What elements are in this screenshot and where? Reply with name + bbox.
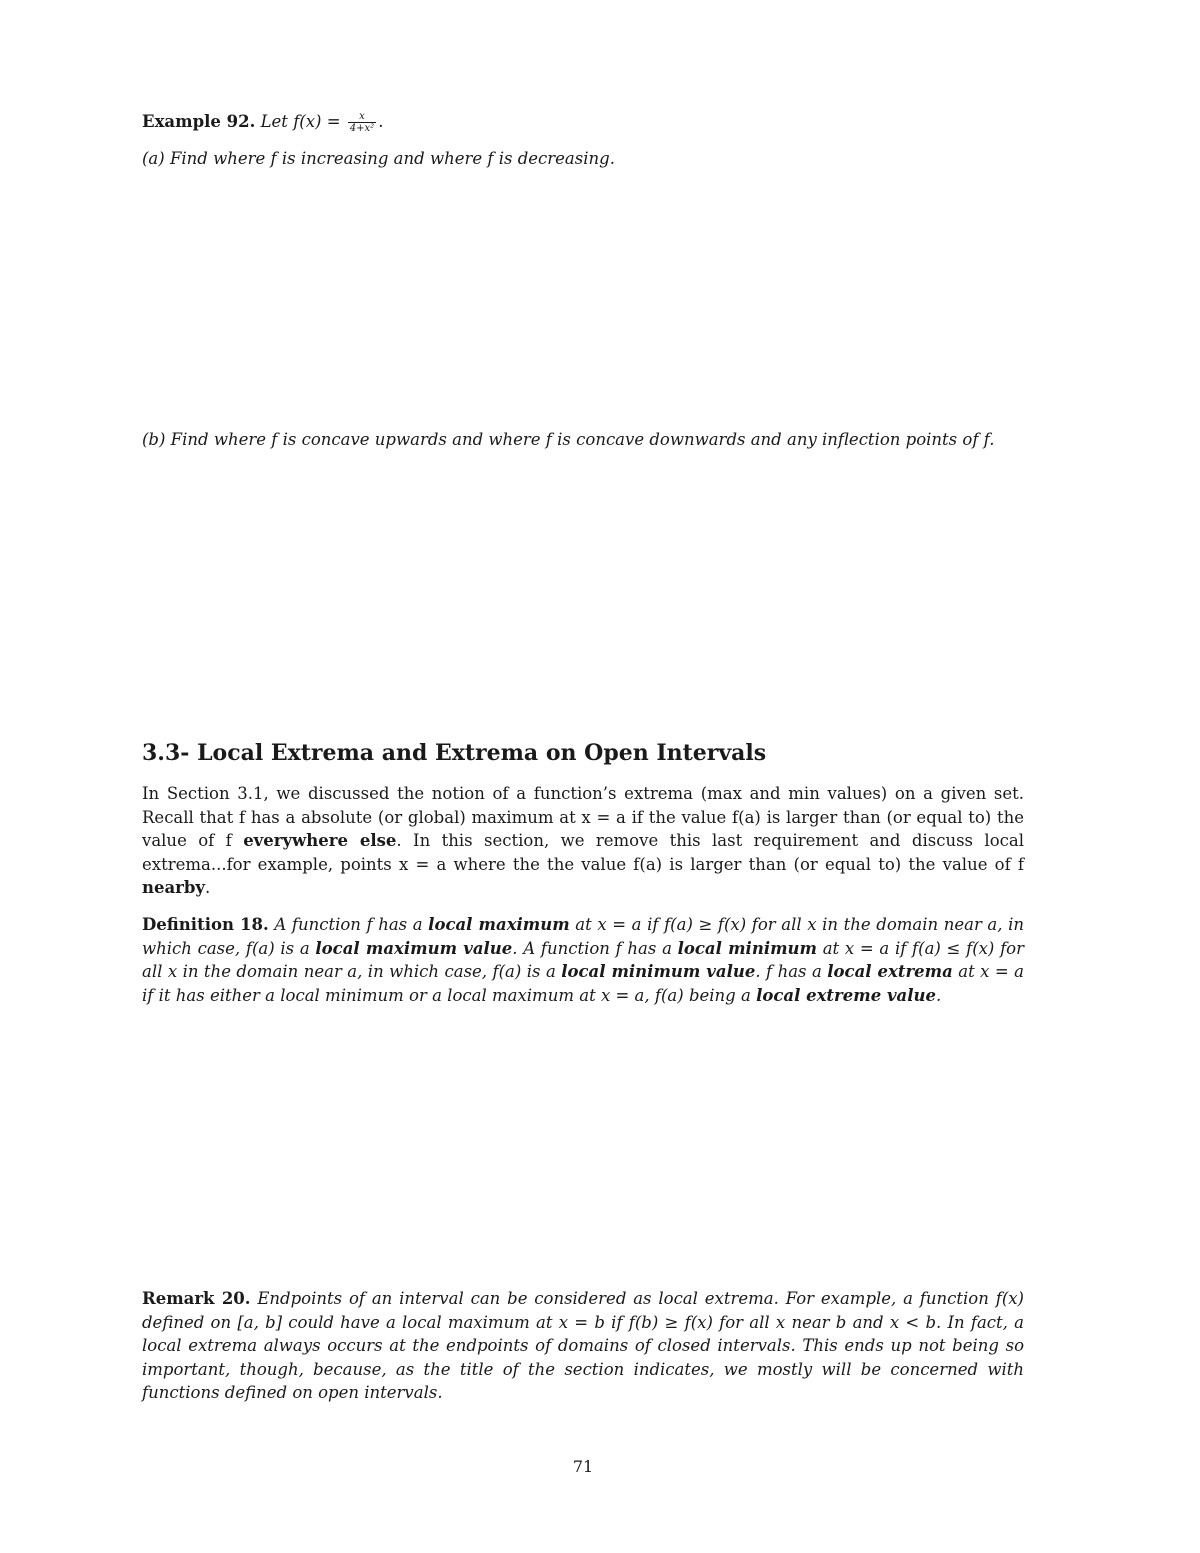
def-bold-3: local minimum: [677, 938, 817, 958]
remark-label: Remark 20.: [142, 1289, 251, 1308]
remark-text: Endpoints of an interval can be considered as local extrema. For example, a function f(x) defined on [a, b] could have a local maximum at x = b if f(b) ≥ f(x) for all x near b and x < b. In fact, a local extrema always occurs at the endpoints of domains of closed intervals. This ends up not being so important, though, because, as the title of the section indicates, we mostly will be concerned with functions defined on open intervals.: [142, 1289, 1024, 1403]
example-period: .: [378, 112, 384, 131]
example-part-b: (b) Find where f is concave upwards and where f is concave downwards and any inflection points of f.: [142, 430, 995, 449]
def-text-4: at x = a if f(a) ≤ f(x) for all x in the domain near a, in which case, f(a) is a: [142, 938, 1025, 982]
page-number: 71: [572, 1457, 594, 1476]
section-title: 3.3- Local Extrema and Extrema on Open Intervals: [142, 740, 767, 766]
def-bold-1: local maximum: [428, 915, 570, 934]
example-part-a: (a) Find where f is increasing and where f is decreasing.: [142, 149, 615, 168]
fraction-denominator: 4+x²: [349, 123, 375, 134]
example-fraction: [348, 111, 376, 134]
fraction-numerator: x: [348, 111, 376, 123]
definition-block: [142, 913, 1024, 1007]
intro-bold-1: everywhere else: [243, 831, 397, 851]
def-text-2: at x = a if f(a) ≥ f(x) for all x in the domain near a, in which case, f(a) is a: [142, 915, 1025, 958]
def-bold-5: local extrema: [827, 962, 953, 982]
example-label: Example 92.: [142, 112, 256, 131]
section-intro: [142, 782, 1024, 900]
def-bold-2: local maximum value: [315, 938, 513, 958]
example-lead: Let: [260, 112, 288, 131]
def-text-1: A function f has a: [274, 915, 429, 934]
def-text-5: . f has a: [755, 962, 828, 982]
def-text-6: at x = a if it has either a local minimum or a local maximum at x = a, f(a) being a: [142, 962, 1025, 1005]
example-function: f(x) =: [293, 112, 341, 131]
definition-label: Definition 18.: [142, 915, 269, 934]
def-bold-4: local minimum value: [561, 962, 756, 982]
intro-text-3: .: [205, 878, 211, 898]
example-heading: [142, 110, 1024, 134]
remark-block: [142, 1287, 1024, 1405]
def-text-7: .: [936, 985, 942, 1005]
intro-text-1: In Section 3.1, we discussed the notion of a function’s extrema (max and min values) on a given set. Recall that f has a absolute (or global) maximum at x = a if the value f(a) is larger than (or equal to) the value of f: [142, 784, 1024, 851]
intro-text-2: . In this section, we remove this last requirement and discuss local extrema...for example, points x = a where the the value f(a) is larger than (or equal to) the value of f: [142, 831, 1024, 874]
def-text-3: . A function f has a: [512, 938, 678, 958]
def-bold-6: local extreme value: [756, 985, 936, 1005]
intro-bold-2: nearby: [142, 878, 206, 898]
